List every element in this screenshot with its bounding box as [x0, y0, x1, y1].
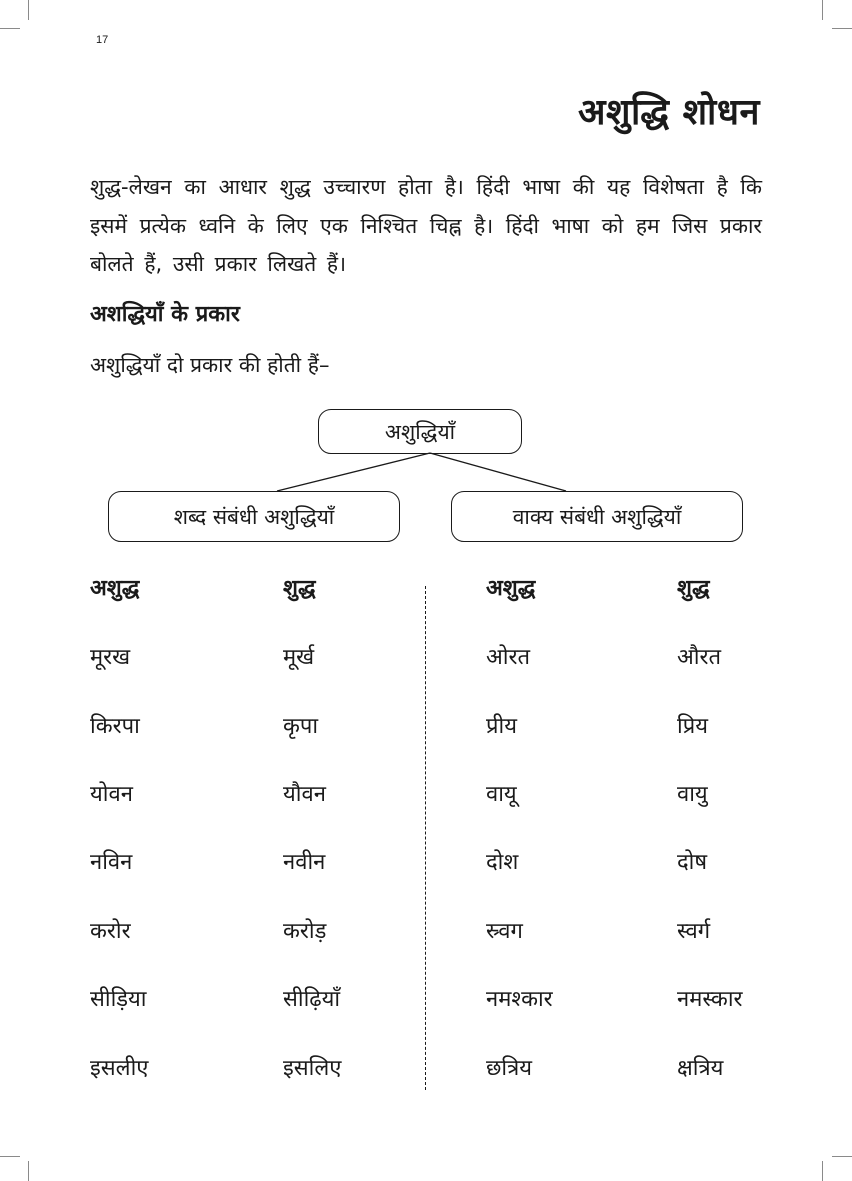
right-row-2-incorrect: प्रीय: [486, 714, 517, 739]
left-row-6-incorrect: सीड़िया: [90, 987, 147, 1012]
left-row-7-correct: इसलिए: [283, 1056, 342, 1081]
left-row-5-correct: करोड़: [283, 919, 327, 944]
left-row-1-incorrect: मूरख: [90, 645, 131, 670]
crop-mark: [822, 1161, 823, 1181]
crop-mark: [28, 0, 29, 20]
left-row-3-correct: यौवन: [283, 782, 326, 807]
crop-mark: [0, 1156, 20, 1157]
left-row-4-correct: नवीन: [283, 850, 326, 875]
crop-mark: [28, 1161, 29, 1181]
right-row-4-correct: दोष: [677, 850, 708, 875]
left-row-2-correct: कृपा: [283, 714, 319, 739]
right-row-4-incorrect: दोश: [486, 850, 519, 875]
diagram-left-label: शब्द संबंधी अशुद्धियाँ: [173, 504, 335, 529]
crop-mark: [832, 28, 852, 29]
right-header-incorrect: अशुद्ध: [486, 576, 536, 601]
left-row-7-incorrect: इसलीए: [90, 1056, 149, 1081]
diagram-left-box: [108, 491, 400, 542]
section-heading: अशद्धियाँ के प्रकार: [90, 302, 240, 327]
right-row-2-correct: प्रिय: [677, 714, 708, 739]
connector-left: [277, 453, 430, 491]
right-row-5-correct: स्वर्ग: [677, 919, 711, 944]
right-row-6-correct: नमस्कार: [677, 987, 743, 1012]
right-row-3-incorrect: वायू: [486, 782, 517, 807]
intro-paragraph: शुद्ध-लेखन का आधार शुद्ध उच्चारण होता है। हिंदी भाषा की यह विशेषता है कि इसमें प्रत्येक ध्वनि के लिए एक निश्चित चिह्न है। हिंदी भाषा को हम जिस प्रकार बोलते हैं, उसी प्रकार लिखते हैं।: [90, 175, 762, 276]
right-header-correct: शुद्ध: [677, 576, 710, 601]
left-header-incorrect: अशुद्ध: [90, 576, 140, 601]
left-row-4-incorrect: नविन: [90, 850, 133, 875]
lead-line: अशुद्धियाँ दो प्रकार की होती हैं–: [90, 353, 330, 377]
left-row-6-correct: सीढ़ियाँ: [283, 987, 341, 1012]
left-row-5-incorrect: करोर: [90, 919, 131, 944]
page-number: 17: [96, 34, 109, 46]
diagram-right-box: [451, 491, 743, 542]
left-row-3-incorrect: योवन: [90, 782, 133, 807]
right-row-1-correct: औरत: [677, 645, 722, 670]
diagram-right-label: वाक्य संबंधी अशुद्धियाँ: [512, 504, 682, 529]
diagram-root-label: अशुद्धियाँ: [384, 419, 456, 444]
left-row-2-incorrect: किरपा: [90, 714, 140, 739]
crop-mark: [832, 1156, 852, 1157]
left-row-1-correct: मूर्ख: [283, 645, 315, 670]
connector-right: [430, 453, 566, 491]
right-row-1-incorrect: ओरत: [486, 645, 531, 670]
crop-mark: [0, 28, 20, 29]
right-row-3-correct: वायु: [677, 782, 708, 807]
right-row-6-incorrect: नमश्कार: [486, 987, 553, 1012]
right-row-7-incorrect: छत्रिय: [486, 1056, 533, 1081]
diagram-root-box: [318, 409, 522, 454]
table-divider: [425, 586, 426, 1090]
page-title: अशुद्धि शोधन: [577, 92, 760, 133]
right-row-5-incorrect: स्र्वग: [486, 919, 523, 944]
right-row-7-correct: क्षत्रिय: [677, 1056, 724, 1081]
left-header-correct: शुद्ध: [283, 576, 316, 601]
crop-mark: [822, 0, 823, 20]
